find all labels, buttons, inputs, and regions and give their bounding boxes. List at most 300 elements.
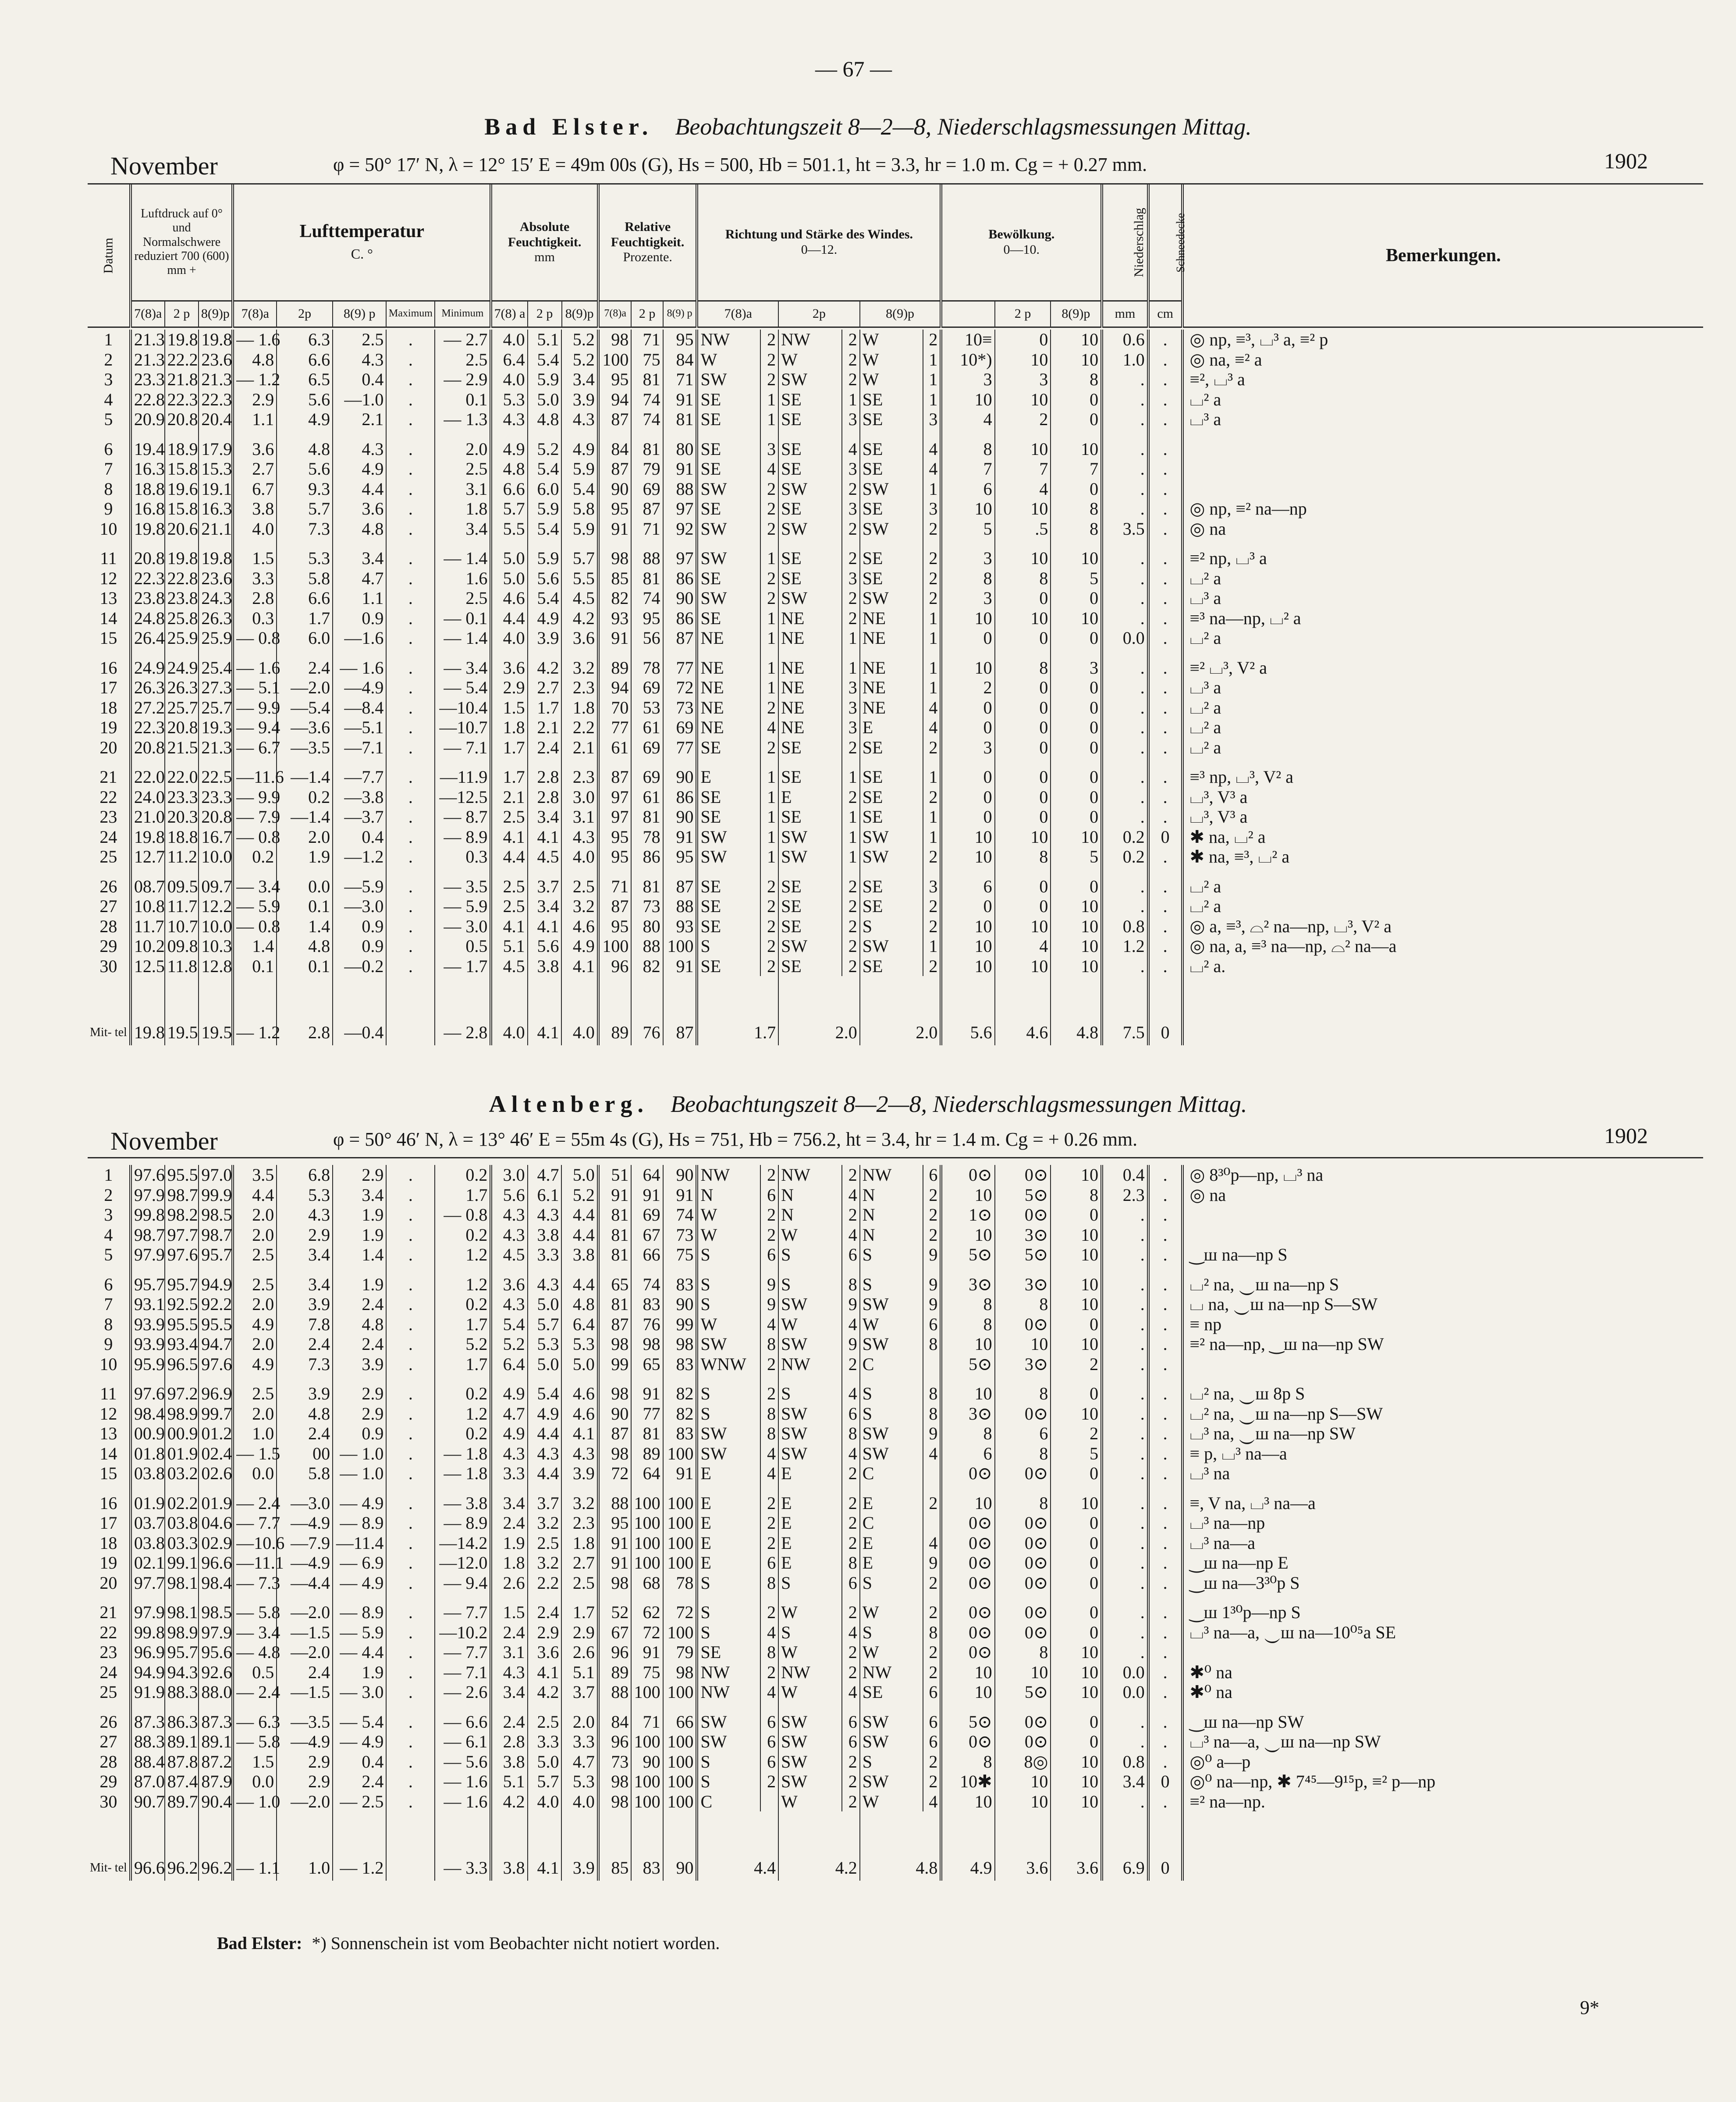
cell-wind-force-9p: 2	[923, 1185, 941, 1205]
table-row	[88, 867, 1703, 897]
cell-abs-2p: 5.0	[528, 1294, 562, 1314]
cell-cloud-2p: 4	[995, 479, 1051, 499]
mean-pressure-9p: 96.2	[199, 1811, 233, 1881]
cell-wind-force-2p: 2	[842, 1533, 860, 1553]
cell-abs-7a: 2.1	[491, 787, 527, 807]
cell-pressure-2p: 03.8	[165, 1513, 199, 1533]
cell-abs-7a: 2.8	[491, 1732, 527, 1752]
cell-temp-min: — 3.5	[435, 867, 491, 897]
cell-rel-9p: 100	[663, 1513, 697, 1533]
table-row	[88, 1205, 1703, 1225]
cell-abs-9p: 4.4	[561, 1205, 598, 1225]
cell-remarks	[1182, 479, 1703, 499]
cell-wind-force-7a: 1	[760, 787, 778, 807]
cell-temp-2p: 4.9	[277, 409, 333, 430]
cell-snow-cover: .	[1148, 807, 1182, 827]
cell-wind-dir-2p: NW	[778, 1165, 842, 1185]
table-row	[88, 479, 1703, 499]
cell-pressure-7a: 12.5	[131, 956, 165, 976]
cell-temp-max: .	[386, 1732, 435, 1752]
cell-wind-force-9p: 6	[923, 1682, 941, 1702]
cell-rel-2p: 80	[631, 916, 663, 937]
cell-rel-7a: 87	[598, 896, 632, 916]
cell-abs-9p: 2.3	[561, 678, 598, 698]
cell-snow-cover: .	[1148, 369, 1182, 390]
h-sub: Minimum	[435, 301, 491, 327]
cell-rel-2p: 91	[631, 1642, 663, 1662]
cell-wind-dir-9p: N	[860, 1205, 923, 1225]
cell-wind-force-9p: 1	[923, 608, 941, 628]
cell-abs-2p: 2.7	[528, 678, 562, 698]
cell-pressure-2p: 09.8	[165, 936, 199, 956]
cell-temp-7a: 2.0	[233, 1404, 277, 1424]
cell-wind-dir-2p: SE	[778, 539, 842, 568]
cell-wind-dir-7a: SW	[697, 847, 760, 867]
cell-rel-2p: 74	[631, 588, 663, 608]
table-row	[88, 738, 1703, 758]
mean-rel-7a: 85	[598, 1811, 632, 1881]
cell-abs-7a: 3.6	[491, 1265, 527, 1295]
cell-wind-force-7a: 9	[760, 1265, 778, 1295]
table-row	[88, 698, 1703, 718]
cell-cloud-9p: 0	[1051, 1623, 1102, 1643]
cell-wind-force-2p: 1	[842, 807, 860, 827]
cell-temp-max: .	[386, 1484, 435, 1513]
mean-wind-dir-7a: 4.4	[697, 1811, 778, 1881]
mean-temp-2p: 1.0	[277, 1811, 333, 1881]
cell-rel-9p: 100	[663, 1553, 697, 1573]
cell-pressure-2p: 95.5	[165, 1165, 199, 1185]
cell-cloud-7a: 0⊙	[941, 1553, 994, 1573]
cell-precipitation: .	[1102, 698, 1148, 718]
cell-wind-force-9p: 4	[923, 430, 941, 459]
cell-pressure-7a: 01.8	[131, 1444, 165, 1464]
h-datum: Datum	[101, 237, 116, 273]
cell-temp-min: — 6.1	[435, 1732, 491, 1752]
cell-wind-dir-9p: SE	[860, 390, 923, 410]
cell-temp-2p: 2.4	[277, 1662, 333, 1683]
cell-cloud-7a: 10	[941, 1484, 994, 1513]
cell-snow-cover: .	[1148, 1662, 1182, 1683]
cell-temp-max: .	[386, 1593, 435, 1623]
cell-wind-dir-9p: NW	[860, 1165, 923, 1185]
cell-snow-cover: .	[1148, 1513, 1182, 1533]
cell-snow-cover: .	[1148, 1334, 1182, 1354]
cell-temp-max: .	[386, 847, 435, 867]
cell-temp-9p: —1.6	[333, 628, 386, 648]
h-sub: 7(8)a	[233, 301, 277, 327]
cell-abs-9p: 3.3	[561, 1732, 598, 1752]
cell-cloud-9p: 10	[1051, 896, 1102, 916]
cell-pressure-9p: 90.4	[199, 1792, 233, 1812]
table-row	[88, 1642, 1703, 1662]
cell-rel-9p: 91	[663, 390, 697, 410]
cell-cloud-7a: 10	[941, 608, 994, 628]
cell-precipitation: .	[1102, 1334, 1148, 1354]
cell-temp-min: 2.5	[435, 588, 491, 608]
cell-wind-force-2p: 6	[842, 1702, 860, 1732]
mean-remarks	[1182, 976, 1703, 1045]
cell-date: 8	[104, 479, 113, 499]
cell-abs-9p: 4.4	[561, 1225, 598, 1245]
cell-wind-force-7a: 6	[760, 1245, 778, 1265]
cell-wind-force-7a: 1	[760, 827, 778, 847]
cell-date: 6	[104, 439, 113, 459]
cell-abs-7a: 6.4	[491, 1354, 527, 1374]
cell-temp-2p: 2.4	[277, 648, 333, 678]
cell-temp-9p: —1.0	[333, 390, 386, 410]
table-row	[88, 459, 1703, 479]
cell-temp-7a: — 6.7	[233, 738, 277, 758]
mean-row	[88, 1811, 1703, 1881]
cell-temp-2p: 2.0	[277, 827, 333, 847]
cell-pressure-9p: 22.3	[199, 390, 233, 410]
cell-temp-min: — 8.9	[435, 1513, 491, 1533]
table-row	[88, 539, 1703, 568]
cell-cloud-7a: 5⊙	[941, 1354, 994, 1374]
cell-cloud-2p: 10	[995, 499, 1051, 519]
cell-cloud-9p: 10	[1051, 1294, 1102, 1314]
cell-temp-max: .	[386, 568, 435, 589]
cell-pressure-2p: 19.8	[165, 330, 199, 350]
cell-pressure-2p: 22.2	[165, 350, 199, 370]
cell-pressure-2p: 89.7	[165, 1792, 199, 1812]
cell-abs-7a: 4.1	[491, 916, 527, 937]
cell-wind-force-7a: 4	[760, 1682, 778, 1702]
cell-rel-9p: 100	[663, 1682, 697, 1702]
cell-abs-2p: 6.1	[528, 1185, 562, 1205]
cell-snow-cover: .	[1148, 1553, 1182, 1573]
cell-snow-cover: .	[1148, 1792, 1182, 1812]
cell-remarks: ⌴² a.	[1182, 956, 1703, 976]
cell-date: 17	[99, 678, 117, 697]
cell-cloud-7a: 8	[941, 1294, 994, 1314]
cell-rel-9p: 77	[663, 648, 697, 678]
cell-pressure-7a: 00.9	[131, 1424, 165, 1444]
cell-wind-dir-7a: SE	[697, 409, 760, 430]
table-row	[88, 1772, 1703, 1792]
cell-abs-7a: 4.9	[491, 1424, 527, 1444]
cell-wind-force-7a: 8	[760, 1334, 778, 1354]
cell-abs-7a: 5.7	[491, 499, 527, 519]
mean-cloud-7a: 5.6	[941, 976, 994, 1045]
cell-abs-2p: 3.9	[528, 628, 562, 648]
cell-wind-dir-2p: SE	[778, 757, 842, 787]
cell-rel-7a: 94	[598, 678, 632, 698]
cell-precipitation: .	[1102, 588, 1148, 608]
cell-temp-9p: 4.4	[333, 479, 386, 499]
cell-cloud-9p: 0	[1051, 1702, 1102, 1732]
table-row	[88, 1463, 1703, 1484]
cell-remarks: ⌴³ a	[1182, 409, 1703, 430]
cell-pressure-9p: 25.9	[199, 628, 233, 648]
cell-temp-2p: 1.4	[277, 916, 333, 937]
cell-temp-2p: 00	[277, 1444, 333, 1464]
cell-temp-7a: — 9.9	[233, 698, 277, 718]
cell-temp-2p: 2.4	[277, 1424, 333, 1444]
cell-wind-dir-7a: SE	[697, 787, 760, 807]
cell-cloud-9p: 0	[1051, 1593, 1102, 1623]
cell-rel-2p: 100	[631, 1772, 663, 1792]
mean-abs-9p: 3.9	[561, 1811, 598, 1881]
cell-temp-2p: —1.5	[277, 1682, 333, 1702]
cell-cloud-7a: 5	[941, 519, 994, 539]
cell-rel-9p: 79	[663, 1642, 697, 1662]
cell-wind-force-2p: 3	[842, 499, 860, 519]
cell-abs-2p: 5.7	[528, 1314, 562, 1335]
cell-remarks: ‿ш na—np SW	[1182, 1702, 1703, 1732]
cell-cloud-7a: 0⊙	[941, 1533, 994, 1553]
cell-date: 16	[99, 1493, 117, 1513]
cell-pressure-2p: 24.9	[165, 648, 199, 678]
cell-rel-7a: 65	[598, 1265, 632, 1295]
cell-abs-7a: 4.0	[491, 628, 527, 648]
cell-temp-max: .	[386, 956, 435, 976]
cell-temp-max: .	[386, 1294, 435, 1314]
cell-wind-force-9p: 2	[923, 1752, 941, 1772]
cell-wind-force-9p: 1	[923, 827, 941, 847]
cell-rel-9p: 87	[663, 628, 697, 648]
page-number: — 67 —	[815, 57, 892, 81]
cell-wind-dir-7a: E	[697, 1484, 760, 1513]
cell-wind-dir-7a: NE	[697, 628, 760, 648]
cell-abs-2p: 4.1	[528, 827, 562, 847]
cell-temp-7a: 3.5	[233, 1165, 277, 1185]
cell-wind-force-7a: 2	[760, 1354, 778, 1374]
cell-rel-2p: 100	[631, 1553, 663, 1573]
cell-abs-2p: 5.6	[528, 568, 562, 589]
h-relative: Relative Feuchtigkeit. Prozente.	[598, 185, 697, 301]
cell-wind-dir-9p: S	[860, 1752, 923, 1772]
cell-rel-7a: 87	[598, 409, 632, 430]
cell-abs-2p: 4.4	[528, 1463, 562, 1484]
cell-wind-dir-2p: E	[778, 1533, 842, 1553]
cell-rel-7a: 97	[598, 787, 632, 807]
cell-pressure-7a: 22.3	[131, 717, 165, 738]
cell-cloud-7a: 8	[941, 1424, 994, 1444]
cell-wind-force-7a: 2	[760, 1772, 778, 1792]
cell-wind-dir-9p: SE	[860, 568, 923, 589]
cell-abs-9p: 2.9	[561, 1623, 598, 1643]
cell-wind-dir-9p: SE	[860, 430, 923, 459]
cell-temp-2p: 2.4	[277, 1334, 333, 1354]
cell-wind-force-2p: 2	[842, 479, 860, 499]
cell-cloud-2p: 0⊙	[995, 1553, 1051, 1573]
cell-wind-force-9p: 2	[923, 519, 941, 539]
cell-wind-force-2p: 2	[842, 539, 860, 568]
cell-pressure-2p: 86.3	[165, 1702, 199, 1732]
cell-wind-force-2p: 2	[842, 1752, 860, 1772]
cell-temp-max: .	[386, 1225, 435, 1245]
cell-temp-7a: — 0.8	[233, 916, 277, 937]
cell-cloud-2p: 0	[995, 807, 1051, 827]
cell-temp-min: — 8.7	[435, 807, 491, 827]
cell-temp-7a: 2.9	[233, 390, 277, 410]
cell-wind-dir-7a: SW	[697, 827, 760, 847]
cell-pressure-9p: 94.9	[199, 1265, 233, 1295]
cell-temp-7a: 0.0	[233, 1463, 277, 1484]
cell-pressure-7a: 88.3	[131, 1732, 165, 1752]
cell-abs-2p: 4.3	[528, 1265, 562, 1295]
cell-rel-9p: 91	[663, 827, 697, 847]
cell-snow-cover: .	[1148, 1245, 1182, 1265]
cell-wind-dir-7a: NW	[697, 1662, 760, 1683]
cell-pressure-9p: 19.1	[199, 479, 233, 499]
cell-wind-force-7a: 6	[760, 1185, 778, 1205]
cell-wind-dir-9p: E	[860, 1553, 923, 1573]
cell-remarks: ≡² na—np, ‿ш na—np SW	[1182, 1334, 1703, 1354]
cell-rel-7a: 95	[598, 499, 632, 519]
cell-remarks: ✱⁰ na	[1182, 1662, 1703, 1683]
cell-wind-force-7a: 4	[760, 1314, 778, 1335]
cell-cloud-9p: 10	[1051, 1225, 1102, 1245]
cell-wind-dir-9p: SW	[860, 588, 923, 608]
cell-wind-dir-2p: NW	[778, 330, 842, 350]
cell-cloud-7a: 10	[941, 1682, 994, 1702]
cell-wind-dir-7a: SW	[697, 1424, 760, 1444]
cell-cloud-2p: 0	[995, 867, 1051, 897]
cell-pressure-7a: 95.9	[131, 1354, 165, 1374]
cell-temp-7a: 2.7	[233, 459, 277, 479]
cell-remarks	[1182, 1225, 1703, 1245]
cell-pressure-2p: 11.7	[165, 896, 199, 916]
cell-temp-2p: 0.1	[277, 896, 333, 916]
cell-rel-7a: 98	[598, 1573, 632, 1593]
year-label: 1902	[1604, 1123, 1648, 1148]
cell-cloud-2p: 3	[995, 369, 1051, 390]
cell-snow-cover: .	[1148, 430, 1182, 459]
cell-pressure-2p: 93.4	[165, 1334, 199, 1354]
cell-rel-7a: 77	[598, 717, 632, 738]
cell-rel-9p: 66	[663, 1702, 697, 1732]
cell-date: 28	[99, 916, 117, 936]
cell-wind-dir-9p: NW	[860, 1662, 923, 1683]
cell-date: 1	[104, 330, 113, 349]
cell-temp-max: .	[386, 678, 435, 698]
cell-rel-9p: 100	[663, 1772, 697, 1792]
cell-pressure-9p: 87.9	[199, 1772, 233, 1792]
cell-rel-7a: 98	[598, 539, 632, 568]
table-row	[88, 1294, 1703, 1314]
table-row	[88, 1623, 1703, 1643]
cell-rel-7a: 98	[598, 1334, 632, 1354]
cell-wind-force-7a: 2	[760, 330, 778, 350]
cell-rel-7a: 91	[598, 1553, 632, 1573]
cell-wind-force-2p: 3	[842, 678, 860, 698]
cell-wind-force-2p: 2	[842, 787, 860, 807]
cell-wind-force-2p: 2	[842, 896, 860, 916]
cell-pressure-9p: 10.0	[199, 847, 233, 867]
cell-cloud-2p: 7	[995, 459, 1051, 479]
cell-temp-max: .	[386, 1752, 435, 1772]
cell-wind-dir-7a: SE	[697, 1642, 760, 1662]
cell-rel-7a: 81	[598, 1245, 632, 1265]
cell-temp-min: — 3.0	[435, 916, 491, 937]
cell-pressure-2p: 21.8	[165, 369, 199, 390]
cell-cloud-9p: 0	[1051, 588, 1102, 608]
table-row	[88, 847, 1703, 867]
cell-wind-dir-9p: SE	[860, 1682, 923, 1702]
cell-wind-force-9p: 1	[923, 628, 941, 648]
cell-wind-force-2p: 2	[842, 330, 860, 350]
cell-wind-force-2p: 6	[842, 1245, 860, 1265]
cell-snow-cover: .	[1148, 1185, 1182, 1205]
cell-wind-force-2p: 6	[842, 1732, 860, 1752]
cell-temp-max: .	[386, 867, 435, 897]
table-row	[88, 330, 1703, 350]
cell-pressure-7a: 16.8	[131, 499, 165, 519]
cell-precipitation: 0.8	[1102, 916, 1148, 937]
cell-cloud-2p: 0	[995, 330, 1051, 350]
cell-abs-9p: 4.9	[561, 430, 598, 459]
cell-date: 20	[99, 1573, 117, 1593]
cell-wind-dir-9p: NE	[860, 608, 923, 628]
cell-cloud-2p: 3⊙	[995, 1354, 1051, 1374]
cell-pressure-2p: 19.6	[165, 479, 199, 499]
cell-wind-force-7a: 2	[760, 1593, 778, 1623]
cell-cloud-2p: 5⊙	[995, 1682, 1051, 1702]
cell-temp-9p: 0.9	[333, 608, 386, 628]
cell-pressure-2p: 21.5	[165, 738, 199, 758]
cell-temp-min: 0.2	[435, 1165, 491, 1185]
cell-wind-dir-9p: S	[860, 1245, 923, 1265]
cell-wind-force-2p: 2	[842, 1593, 860, 1623]
table-row	[88, 588, 1703, 608]
cell-wind-dir-7a: SW	[697, 1444, 760, 1464]
cell-temp-min: — 5.9	[435, 896, 491, 916]
cell-rel-2p: 81	[631, 369, 663, 390]
cell-wind-dir-9p: S	[860, 1374, 923, 1404]
cell-temp-max: .	[386, 628, 435, 648]
cell-rel-7a: 70	[598, 698, 632, 718]
cell-wind-force-7a: 4	[760, 717, 778, 738]
cell-temp-min: — 1.7	[435, 956, 491, 976]
cell-cloud-7a: 6	[941, 479, 994, 499]
cell-rel-7a: 81	[598, 1294, 632, 1314]
cell-temp-2p: 3.9	[277, 1294, 333, 1314]
cell-date: 2	[104, 1185, 113, 1205]
cell-pressure-9p: 17.9	[199, 430, 233, 459]
cell-cloud-2p: 0⊙	[995, 1513, 1051, 1533]
cell-temp-9p: 2.9	[333, 1374, 386, 1404]
mean-rel-2p: 76	[631, 976, 663, 1045]
cell-cloud-2p: 10	[995, 608, 1051, 628]
cell-pressure-7a: 91.9	[131, 1682, 165, 1702]
cell-precipitation: 0.2	[1102, 847, 1148, 867]
cell-rel-9p: 90	[663, 807, 697, 827]
cell-wind-force-7a: 2	[760, 499, 778, 519]
cell-rel-2p: 71	[631, 330, 663, 350]
mean-temp-min: — 2.8	[435, 976, 491, 1045]
cell-rel-9p: 83	[663, 1354, 697, 1374]
mean-abs-2p: 4.1	[528, 976, 562, 1045]
cell-rel-7a: 91	[598, 628, 632, 648]
cell-rel-9p: 82	[663, 1374, 697, 1404]
cell-remarks: ◎ na	[1182, 519, 1703, 539]
cell-remarks: ⌴² a	[1182, 568, 1703, 589]
cell-date: 8	[104, 1314, 113, 1334]
cell-wind-force-9p: 4	[923, 717, 941, 738]
cell-precipitation: .	[1102, 956, 1148, 976]
cell-rel-7a: 81	[598, 1225, 632, 1245]
cell-rel-2p: 74	[631, 390, 663, 410]
cell-temp-min: — 1.6	[435, 1772, 491, 1792]
cell-pressure-9p: 19.8	[199, 539, 233, 568]
cell-pressure-7a: 22.3	[131, 568, 165, 589]
cell-temp-7a: 0.3	[233, 608, 277, 628]
cell-abs-7a: 1.5	[491, 1593, 527, 1623]
cell-abs-7a: 4.7	[491, 1404, 527, 1424]
